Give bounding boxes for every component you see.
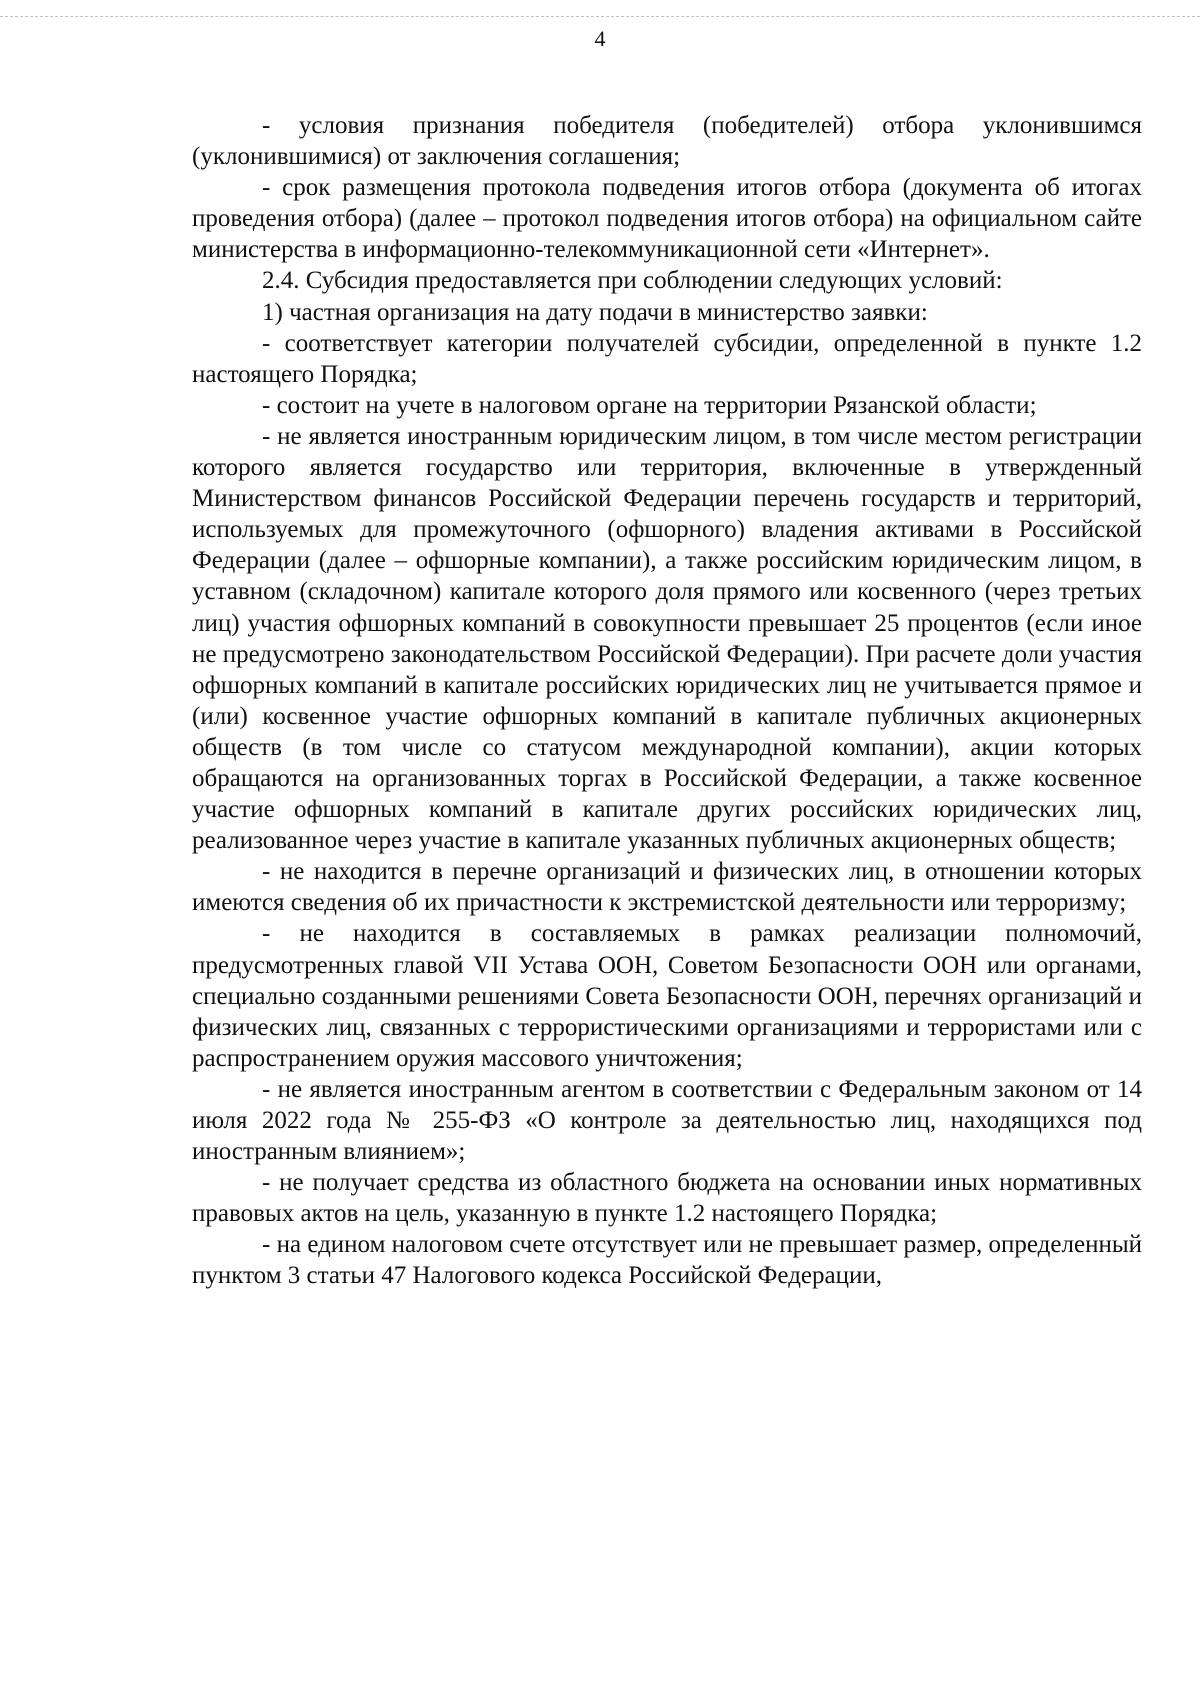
paragraph: - условия признания победителя (победителей) отбора уклонившимся (уклонившимися) от заключения соглашения;: [192, 112, 1142, 171]
paragraph: - не находится в перечне организаций и физических лиц, в отношении которых имеются сведения об их причастности к экстремистской деятельности или терроризму;: [192, 858, 1142, 917]
paragraph: - не получает средства из областного бюджета на основании иных нормативных правовых актов на цель, указанную в пункте 1.2 настоящего Порядка;: [192, 1169, 1142, 1228]
page-number: 4: [594, 26, 606, 51]
paragraph: - состоит на учете в налоговом органе на территории Рязанской области;: [262, 391, 1037, 419]
paragraph: 1) частная организация на дату подачи в министерство заявки:: [262, 298, 928, 326]
paragraph: - соответствует категории получателей субсидии, определенной в пункте 1.2 настоящего Порядка;: [192, 329, 1142, 388]
paragraph: - срок размещения протокола подведения итогов отбора (документа об итогах проведения отбора) (далее – протокол подведения итогов отбора) на официальном сайте министерства в информационно-телекоммуникационной сети «Интернет».: [192, 174, 1142, 264]
paragraph: - не является иностранным юридическим лицом, в том числе местом регистрации которого является государство или территория, включенные в утвержденный Министерством финансов Российской Федерации перечень государств и территорий, используемых для промежуточного (офшорного) владения активами в Российской Федерации (далее – офшорные компании), а также российским юридическим лицом, в уставном (складочном) капитале которого доля прямого или косвенного (через третьих лиц) участия офшорных компаний в совокупности превышает 25 процентов (если иное не предусмотрено законодательством Российской Федерации). При расчете доли участия офшорных компаний в капитале российских юридических лиц не учитывается прямое и (или) косвенное участие офшорных компаний в капитале публичных акционерных обществ (в том числе со статусом международной компании), акции которых обращаются на организованных торгах в Российской Федерации, а также косвенное участие офшорных компаний в капитале других российских юридических лиц, реализованное через участие в капитале указанных публичных акционерных обществ;: [192, 422, 1142, 855]
paragraph: 2.4. Субсидия предоставляется при соблюдении следующих условий:: [262, 267, 1003, 295]
document-body: [192, 110, 1142, 1292]
paragraph: - не является иностранным агентом в соответствии с Федеральным законом от 14 июля 2022 года № 255-ФЗ «О контроле за деятельностью лиц, находящихся под иностранным влиянием»;: [192, 1075, 1142, 1166]
scan-edge-line: [0, 16, 1200, 17]
paragraph: - не находится в составляемых в рамках реализации полномочий, предусмотренных главой VII Устава ООН, Советом Безопасности ООН или органами, специально созданными решениями Совета Безопасности ООН, перечнях организаций и физических лиц, связанных с террористическими организациями и террористами или с распространением оружия массового уничтожения;: [192, 920, 1142, 1072]
paragraph: - на едином налоговом счете отсутствует или не превышает размер, определенный пунктом 3 статьи 47 Налогового кодекса Российской Федерации,: [192, 1231, 1142, 1290]
